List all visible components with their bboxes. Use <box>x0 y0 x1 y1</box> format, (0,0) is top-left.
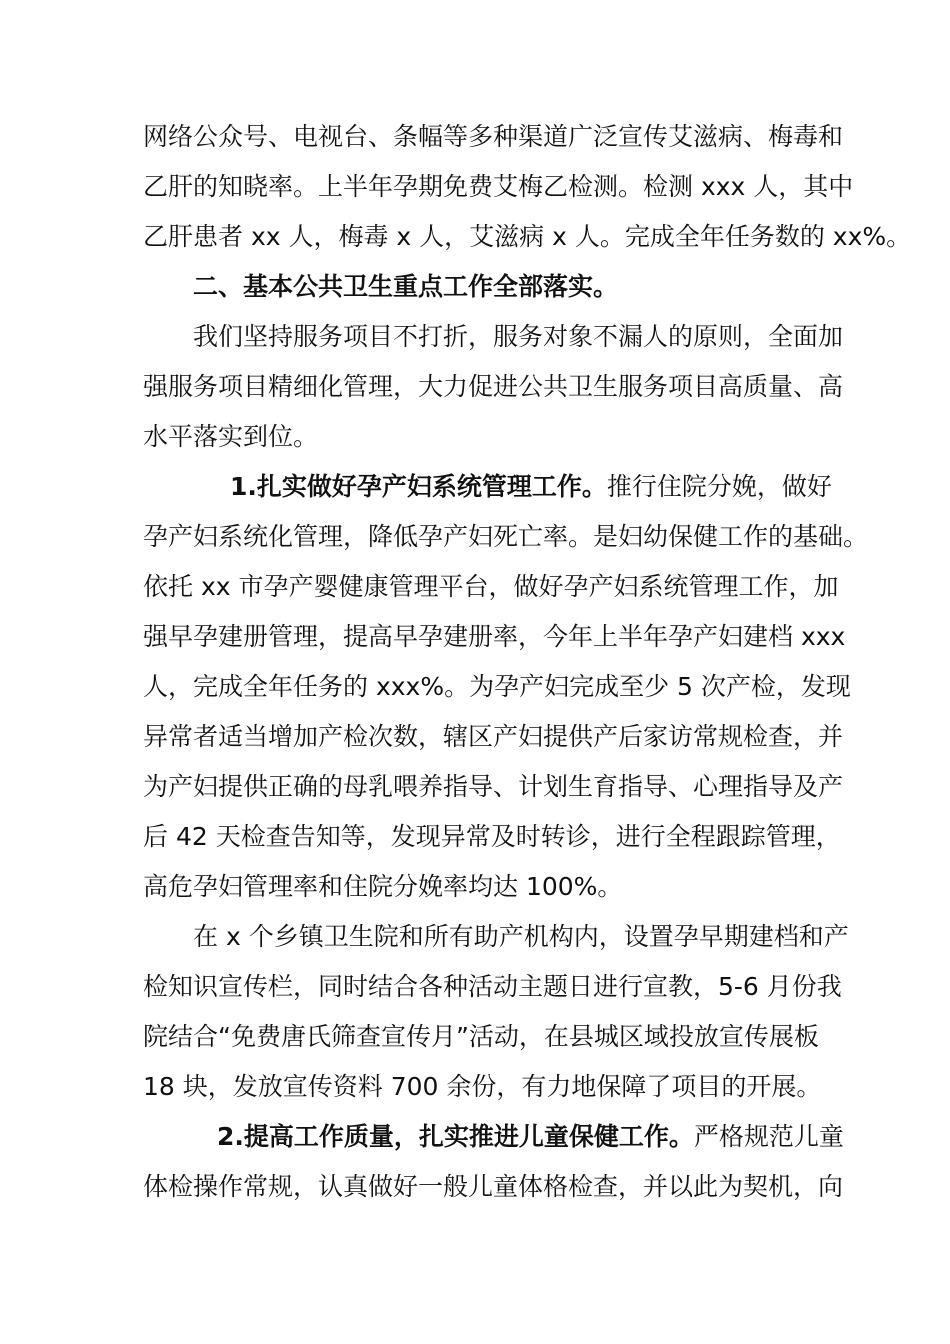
paragraph-text: 推行住院分娩，做好 <box>606 472 832 501</box>
paragraph-line: 网络公众号、电视台、条幅等多种渠道广泛宣传艾滋病、梅毒和 <box>143 122 844 151</box>
paragraph-line: 我们坚持服务项目不打折，服务对象不漏人的原则，全面加 <box>193 322 844 351</box>
paragraph-line: 在 x 个乡镇卫生院和所有助产机构内，设置孕早期建档和产 <box>193 922 849 951</box>
paragraph-line: 强早孕建册管理，提高早孕建册率，今年上半年孕产妇建档 xxx <box>143 622 846 651</box>
paragraph-line: 强服务项目精细化管理，大力促进公共卫生服务项目高质量、高 <box>143 372 844 401</box>
paragraph-line: 乙肝的知晓率。上半年孕期免费艾梅乙检测。检测 xxx 人，其中 <box>143 172 854 201</box>
paragraph-line <box>143 462 832 512</box>
paragraph-line: 18 块，发放宣传资料 700 余份，有力地保障了项目的开展。 <box>143 1072 822 1101</box>
paragraph-line <box>143 1112 844 1162</box>
paragraph-line: 异常者适当增加产检次数，辖区产妇提供产后家访常规检查，并 <box>143 722 844 751</box>
paragraph-line: 水平落实到位。 <box>143 422 319 451</box>
paragraph-line: 人，完成全年任务的 xxx%。为孕产妇完成至少 5 次产检，发现 <box>143 672 851 701</box>
paragraph-line: 体检操作常规，认真做好一般儿童体格检查，并以此为契机，向 <box>143 1172 844 1201</box>
section-heading: 二、基本公共卫生重点工作全部落实。 <box>193 272 619 301</box>
paragraph-line: 为产妇提供正确的母乳喂养指导、计划生育指导、心理指导及产 <box>143 772 844 801</box>
document-body <box>143 112 912 1212</box>
paragraph-line: 院结合“免费唐氏筛查宣传月”活动，在县城区域投放宣传展板 <box>143 1022 819 1051</box>
paragraph-line: 后 42 天检查告知等，发现异常及时转诊，进行全程跟踪管理， <box>143 822 841 851</box>
subsection-heading: 1.扎实做好孕产妇系统管理工作。 <box>230 472 607 501</box>
subsection-heading: 2.提高工作质量，扎实推进儿童保健工作。 <box>217 1122 694 1151</box>
paragraph-line: 孕产妇系统化管理，降低孕产妇死亡率。是妇幼保健工作的基础。 <box>143 522 869 551</box>
paragraph-line: 乙肝患者 xx 人，梅毒 x 人，艾滋病 x 人。完成全年任务数的 xx%。 <box>143 222 912 251</box>
paragraph-line: 检知识宣传栏，同时结合各种活动主题日进行宣教，5-6 月份我 <box>143 972 842 1001</box>
paragraph-text: 严格规范儿童 <box>693 1122 844 1151</box>
paragraph-line: 依托 xx 市孕产婴健康管理平台，做好孕产妇系统管理工作，加 <box>143 572 839 601</box>
paragraph-line: 高危孕妇管理率和住院分娩率均达 100%。 <box>143 872 623 901</box>
